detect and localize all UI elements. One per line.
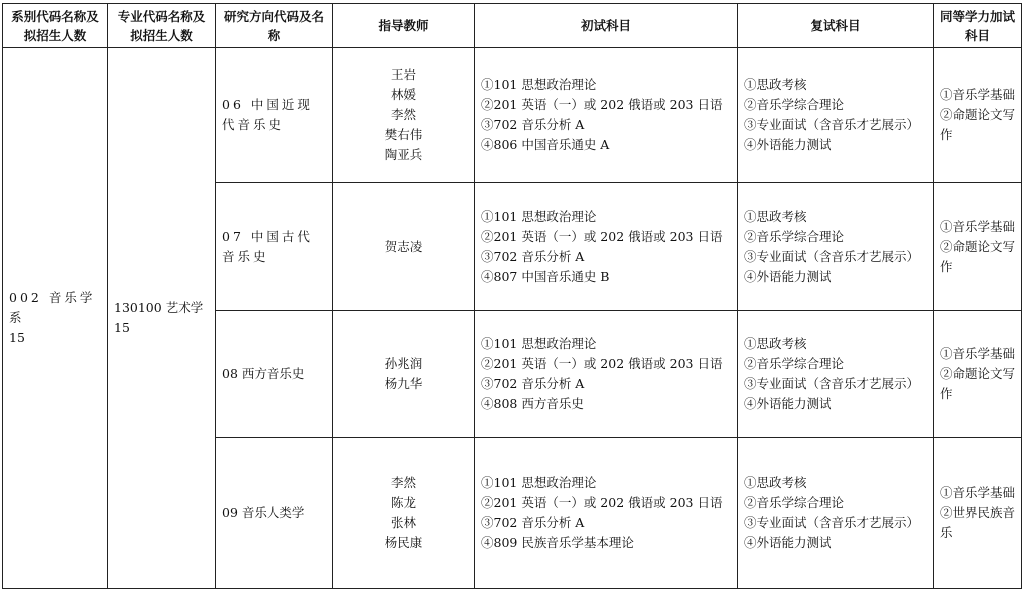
retest-subject: ①思政考核 — [744, 77, 807, 92]
retest-cell — [738, 438, 934, 589]
advisor-cell — [333, 183, 475, 311]
dept-cell — [3, 48, 108, 589]
retest-subject: ③专业面试（含音乐才艺展示） — [744, 248, 920, 264]
header-initial-exam: 初试科目 — [475, 4, 738, 48]
major-count: 15 — [114, 320, 130, 335]
retest-subject: ④外语能力测试 — [744, 396, 832, 411]
retest-subject: ③专业面试（含音乐才艺展示） — [744, 117, 920, 132]
retest-cell — [738, 48, 934, 183]
direction-cell — [216, 48, 333, 183]
initial-subject: ②201 英语（一）或 202 俄语或 203 日语 — [481, 228, 723, 244]
retest-subject: ④外语能力测试 — [744, 137, 832, 152]
initial-subject: ③702 音乐分析 A — [481, 515, 585, 530]
initial-exam-cell — [475, 311, 738, 438]
initial-subject: ③702 音乐分析 A — [481, 376, 585, 391]
retest-cell — [738, 311, 934, 438]
initial-subject: ①101 思想政治理论 — [481, 208, 597, 224]
initial-exam-cell — [475, 48, 738, 183]
initial-subject: ③702 音乐分析 A — [481, 248, 585, 264]
advisor-name: 林媛 — [390, 87, 416, 102]
table-row — [3, 48, 1022, 183]
initial-subject: ①101 思想政治理论 — [481, 336, 597, 351]
direction-cell — [216, 438, 333, 589]
initial-subject: ①101 思想政治理论 — [481, 77, 597, 92]
header-direction: 研究方向代码及名称 — [216, 4, 333, 48]
initial-subject: ④808 西方音乐史 — [481, 396, 584, 411]
retest-subject: ②音乐学综合理论 — [744, 228, 845, 244]
initial-subject: ①101 思想政治理论 — [481, 475, 597, 490]
direction-name: 07 中国古代音乐史 — [222, 228, 313, 264]
extra-subject: ①音乐学基础 — [940, 218, 1016, 234]
direction-name: 08 西方音乐史 — [222, 366, 305, 381]
retest-subject: ①思政考核 — [744, 208, 807, 224]
advisor-name: 李然 — [390, 475, 416, 490]
initial-exam-cell — [475, 438, 738, 589]
initial-subject: ②201 英语（一）或 202 俄语或 203 日语 — [481, 356, 723, 371]
header-dept: 系别代码名称及拟招生人数 — [3, 4, 108, 48]
direction-cell — [216, 311, 333, 438]
header-major: 专业代码名称及拟招生人数 — [108, 4, 216, 48]
initial-subject: ④809 民族音乐学基本理论 — [481, 535, 634, 550]
advisor-cell — [333, 311, 475, 438]
direction-name: 06 中国近现代音乐史 — [222, 97, 313, 132]
initial-subject: ④807 中国音乐通史 B — [481, 268, 610, 284]
extra-subject: ②命题论文写作 — [940, 107, 1016, 142]
retest-subject: ②音乐学综合理论 — [744, 356, 845, 371]
extra-subject: ②世界民族音乐 — [940, 505, 1016, 540]
dept-name: 002 音乐学系 — [9, 290, 96, 325]
retest-subject: ②音乐学综合理论 — [744, 495, 845, 510]
extra-subject: ②命题论文写作 — [940, 366, 1016, 401]
initial-subject: ③702 音乐分析 A — [481, 117, 585, 132]
initial-subject: ④806 中国音乐通史 A — [481, 137, 610, 152]
advisor-name: 陶亚兵 — [384, 147, 423, 162]
direction-name: 09 音乐人类学 — [222, 505, 305, 520]
advisor-name: 李然 — [390, 107, 416, 122]
retest-subject: ①思政考核 — [744, 475, 807, 490]
header-row — [3, 4, 1022, 48]
retest-subject: ④外语能力测试 — [744, 535, 832, 550]
header-advisor: 指导教师 — [333, 4, 475, 48]
extra-subject: ①音乐学基础 — [940, 346, 1016, 361]
header-extra-exam: 同等学力加试科目 — [934, 4, 1022, 48]
extra-exam-cell — [934, 438, 1022, 589]
advisor-name: 陈龙 — [390, 495, 416, 510]
advisor-name: 樊右伟 — [384, 127, 423, 142]
retest-subject: ②音乐学综合理论 — [744, 97, 845, 112]
extra-subject: ①音乐学基础 — [940, 87, 1016, 102]
advisor-name: 杨民康 — [384, 535, 423, 550]
extra-subject: ①音乐学基础 — [940, 485, 1016, 500]
retest-subject: ④外语能力测试 — [744, 268, 832, 284]
initial-subject: ②201 英语（一）或 202 俄语或 203 日语 — [481, 495, 723, 510]
direction-cell — [216, 183, 333, 311]
major-cell — [108, 48, 216, 589]
major-name: 130100 艺术学 — [114, 300, 204, 315]
retest-subject: ③专业面试（含音乐才艺展示） — [744, 515, 920, 530]
dept-count: 15 — [9, 330, 25, 345]
initial-subject: ②201 英语（一）或 202 俄语或 203 日语 — [481, 97, 723, 112]
advisor-name: 孙兆润 — [384, 356, 423, 371]
extra-exam-cell — [934, 48, 1022, 183]
retest-subject: ③专业面试（含音乐才艺展示） — [744, 376, 920, 391]
advisor-name: 王岩 — [390, 67, 416, 82]
advisor-cell — [333, 48, 475, 183]
retest-cell — [738, 183, 934, 311]
admissions-table — [2, 3, 1022, 589]
extra-subject: ②命题论文写作 — [940, 238, 1016, 274]
header-retest: 复试科目 — [738, 4, 934, 48]
initial-exam-cell — [475, 183, 738, 311]
extra-exam-cell — [934, 311, 1022, 438]
extra-exam-cell — [934, 183, 1022, 311]
advisor-name: 杨九华 — [384, 376, 423, 391]
advisor-name: 张林 — [390, 515, 416, 530]
advisor-cell — [333, 438, 475, 589]
retest-subject: ①思政考核 — [744, 336, 807, 351]
advisor-name: 贺志凌 — [384, 238, 423, 254]
